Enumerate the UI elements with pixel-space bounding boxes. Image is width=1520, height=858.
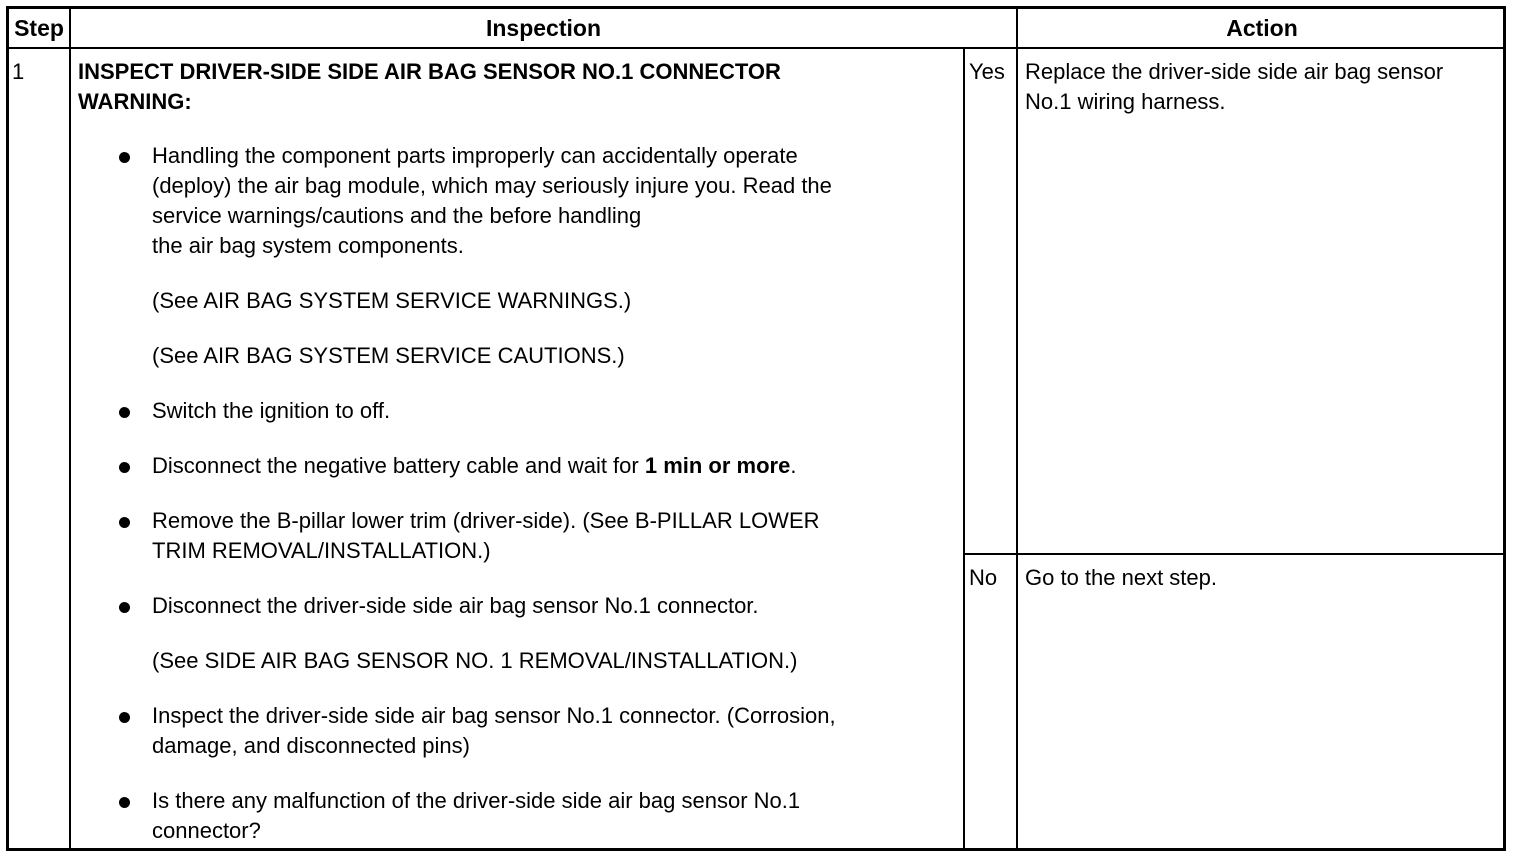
yes-no-row-divider <box>963 553 1506 555</box>
bullet-remove-trim <box>119 506 939 566</box>
yes-action: Replace the driver-side side air bag sensor No.1 wiring harness. <box>1025 59 1444 114</box>
inspection-column-divider <box>1016 6 1018 851</box>
see-warnings-ref: (See AIR BAG SYSTEM SERVICE WARNINGS.) <box>152 288 632 313</box>
bullet-ignition-off <box>119 396 939 426</box>
bullet-warning-handling <box>119 141 939 261</box>
bullet-text: Inspect the driver-side side air bag sensor No.1 connector. (Corrosion, damage, and disconnected pins) <box>152 703 836 758</box>
bullet-inspect-connector <box>119 701 939 761</box>
header-inspection: Inspection <box>485 15 601 41</box>
step-number: 1 <box>12 59 25 84</box>
bullet-icon <box>119 602 130 613</box>
bullet-icon <box>119 797 130 808</box>
bullet-text: Handling the component parts improperly can accidentally operate (deploy) the air bag module, which may seriously injure you. Read the service warnings/cautions and the before handling the air bag system components. <box>152 143 832 258</box>
no-label: No <box>969 565 998 590</box>
bullet-malfunction-question <box>119 786 939 846</box>
bullet-text: Switch the ignition to off. <box>152 398 391 423</box>
wait-time-emphasis: 1 min or more <box>644 453 791 478</box>
header-step: Step <box>14 15 64 41</box>
see-cautions-ref: (See AIR BAG SYSTEM SERVICE CAUTIONS.) <box>152 343 625 368</box>
bullet-icon <box>119 462 130 473</box>
bullet-icon <box>119 152 130 163</box>
bullet-text-start: Disconnect the negative battery cable and wait for <box>152 453 645 478</box>
bullet-text: Disconnect the driver-side side air bag sensor No.1 connector. <box>152 593 759 618</box>
bullet-text <box>152 451 796 481</box>
header-action: Action <box>1226 15 1298 41</box>
no-action: Go to the next step. <box>1025 565 1218 590</box>
bullet-text: Remove the B-pillar lower trim (driver-side). (See B-PILLAR LOWER TRIM REMOVAL/INSTALLATION.) <box>152 508 820 563</box>
bullet-icon <box>119 407 130 418</box>
step-column-divider <box>69 6 71 851</box>
see-sensor-ref: (See SIDE AIR BAG SENSOR NO. 1 REMOVAL/INSTALLATION.) <box>152 648 798 673</box>
yes-label: Yes <box>969 59 1005 84</box>
bullet-text-end: . <box>790 453 797 478</box>
inspection-title <box>78 57 781 117</box>
bullet-icon <box>119 712 130 723</box>
bullet-text: Is there any malfunction of the driver-side side air bag sensor No.1 connector? <box>152 788 801 843</box>
bullet-disconnect-sensor <box>119 591 939 621</box>
bullet-icon <box>119 517 130 528</box>
yes-no-column-divider <box>963 48 965 851</box>
bullet-disconnect-battery <box>119 451 939 481</box>
header-divider <box>6 47 1506 49</box>
warning-label: WARNING: <box>78 89 192 114</box>
inspection-title-line1: INSPECT DRIVER-SIDE SIDE AIR BAG SENSOR NO.1 CONNECTOR <box>78 59 781 84</box>
